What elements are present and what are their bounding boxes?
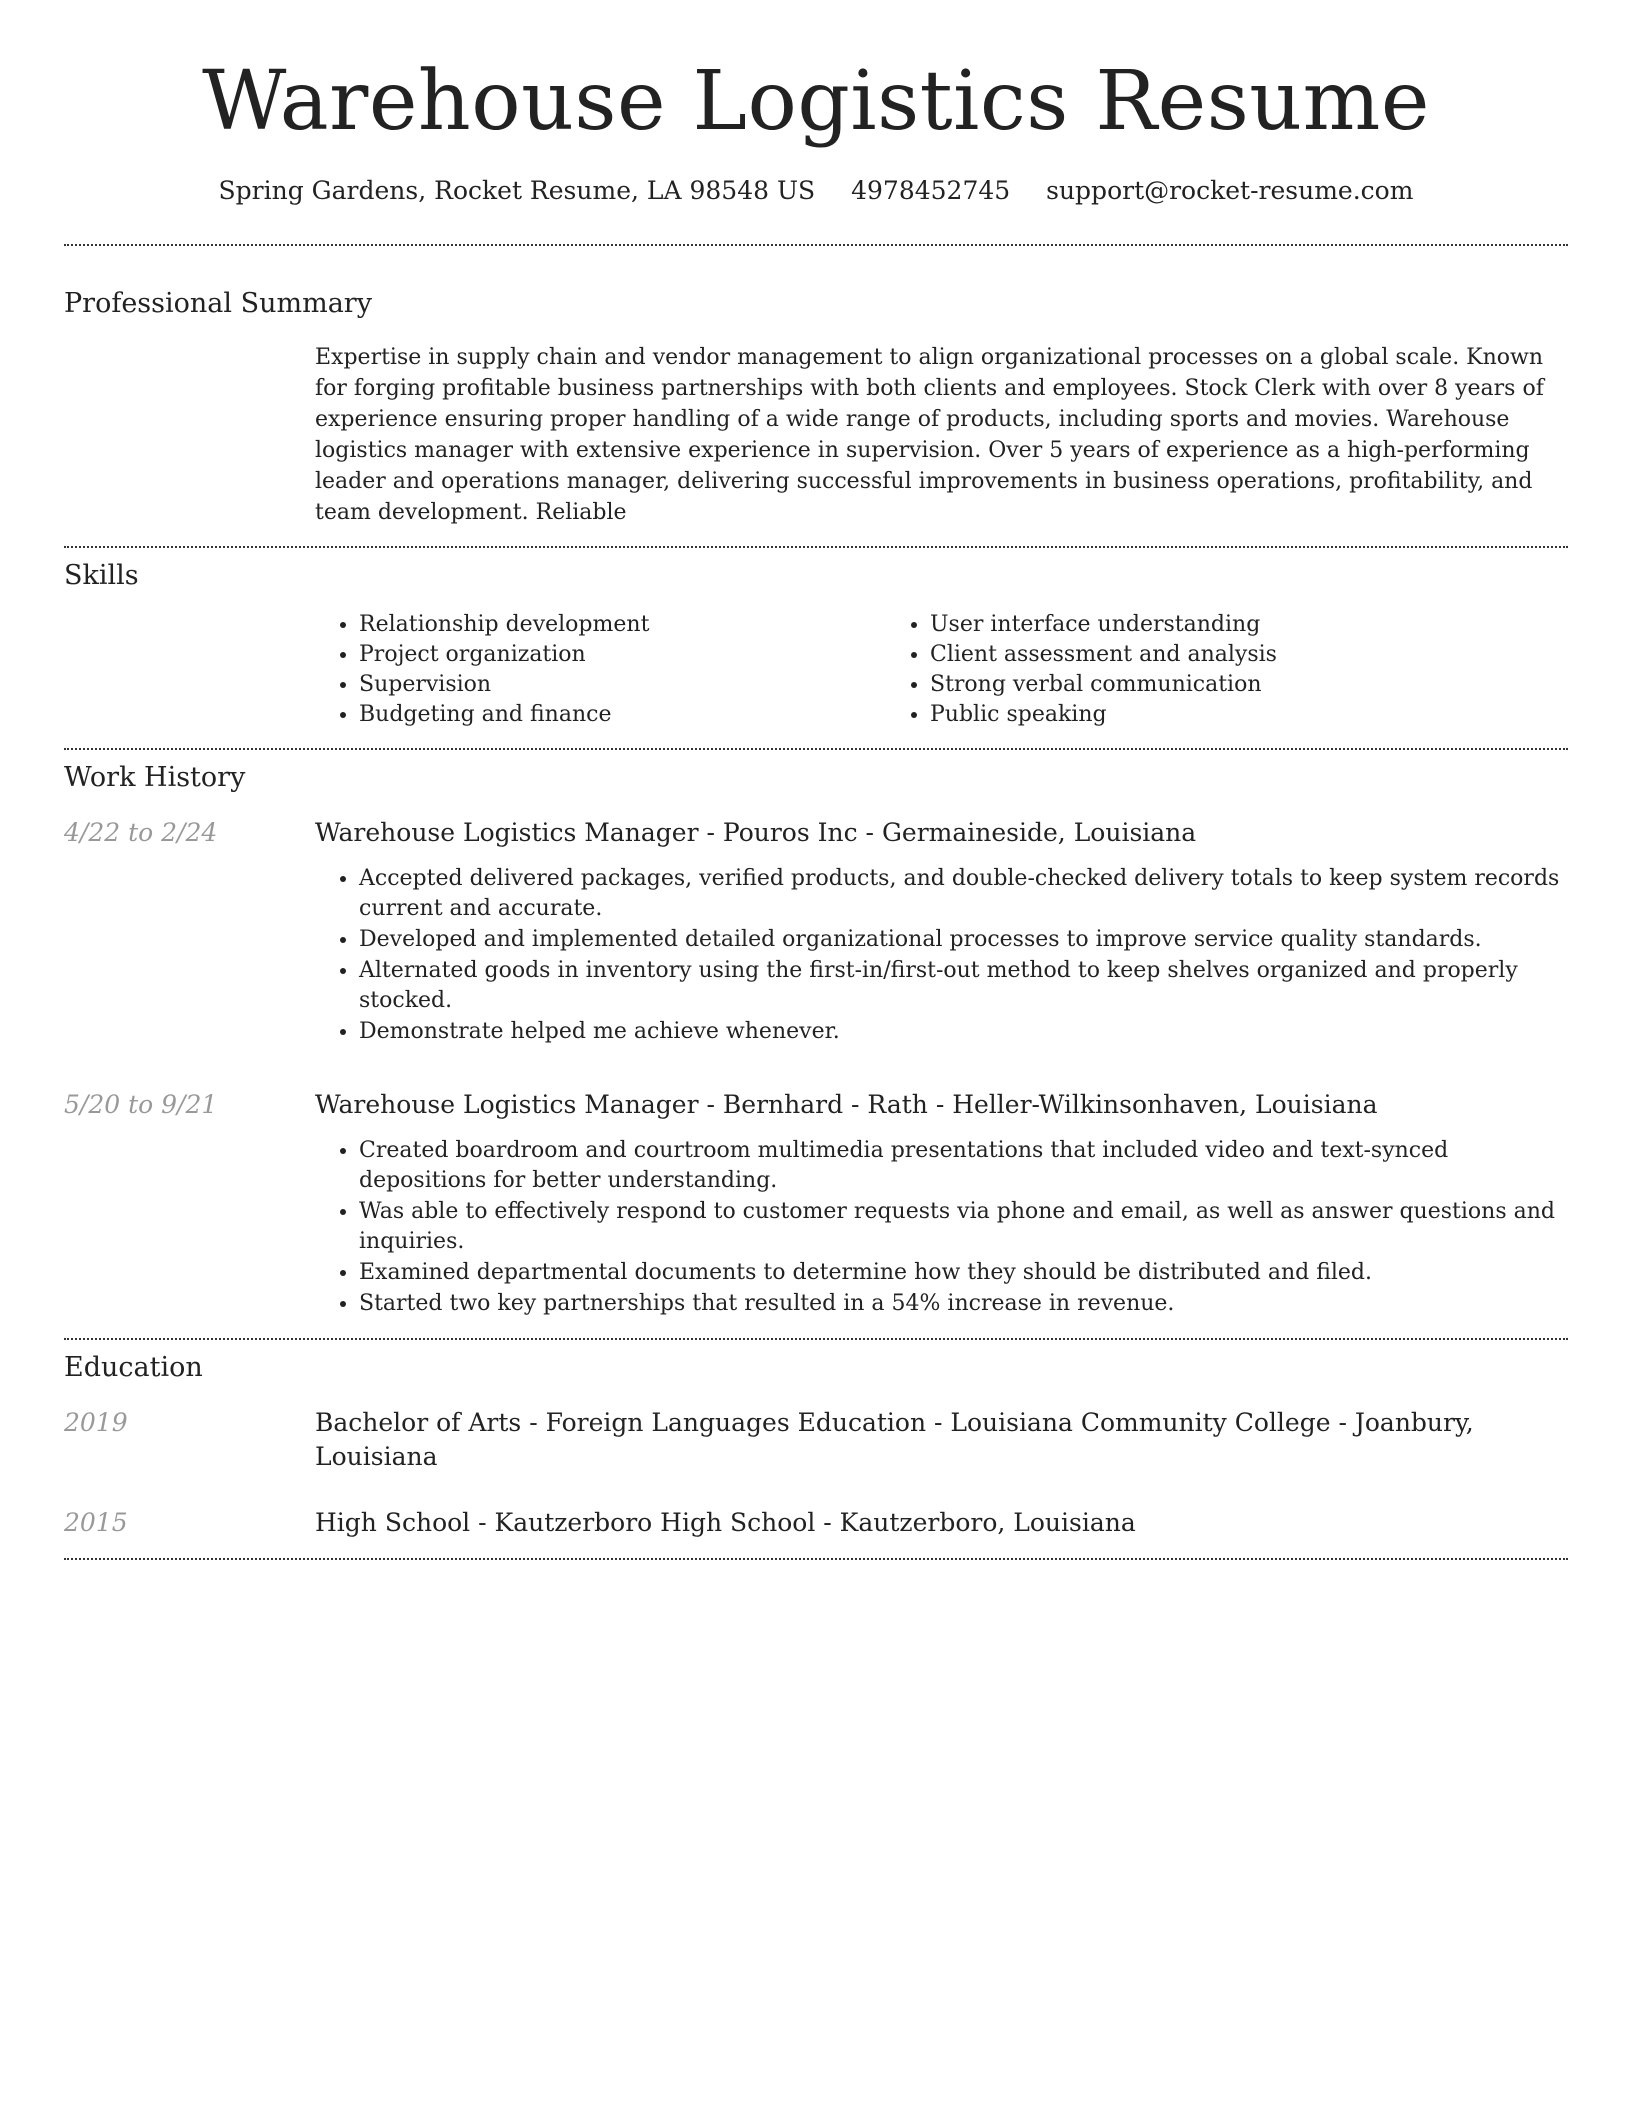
education-section — [64, 1350, 1568, 1540]
job-heading: Warehouse Logistics Manager - Bernhard - Rath - Heller-Wilkinsonhaven, Louisiana — [315, 1090, 1378, 1119]
job-bullets — [315, 1136, 1568, 1319]
skills-heading: Skills — [64, 560, 139, 591]
education-entry — [64, 1406, 1568, 1474]
job-bullet: • Examined departmental documents to determine how they should be distributed and filed. — [359, 1258, 1568, 1288]
work-history-section — [64, 760, 1568, 1320]
job-entry — [64, 1088, 1568, 1320]
education-year: 2019 — [64, 1408, 128, 1437]
job-heading: Warehouse Logistics Manager - Pouros Inc - Germaineside, Louisiana — [315, 818, 1197, 847]
job-bullet: • Alternated goods in inventory using the first-in/first-out method to keep shelves organized and properly stocked. — [359, 956, 1568, 1016]
summary-section — [64, 286, 1568, 528]
job-dates: 4/22 to 2/24 — [64, 818, 218, 847]
skills-list-right — [886, 610, 1457, 730]
job-bullet: • Was able to effectively respond to customer requests via phone and email, as well as answer questions and inquiries. — [359, 1197, 1568, 1257]
education-entry — [64, 1506, 1568, 1540]
education-year: 2015 — [64, 1508, 128, 1537]
skill-item: • Relationship development — [359, 610, 886, 640]
job-bullets — [315, 864, 1568, 1047]
job-bullet: • Demonstrate helped me achieve whenever. — [359, 1017, 1568, 1047]
skill-item: • Project organization — [359, 640, 886, 670]
job-dates: 5/20 to 9/21 — [64, 1090, 218, 1119]
skills-columns — [315, 610, 1568, 730]
skill-item: • Client assessment and analysis — [930, 640, 1457, 670]
section-divider — [64, 244, 1568, 246]
job-details — [315, 1088, 1568, 1320]
work-history-heading: Work History — [64, 762, 246, 793]
contact-line — [64, 174, 1568, 208]
section-divider — [64, 546, 1568, 548]
skill-item: • Budgeting and finance — [359, 700, 886, 730]
skill-item: • Public speaking — [930, 700, 1457, 730]
education-heading-text: High School - Kautzerboro High School - Kautzerboro, Louisiana — [315, 1508, 1136, 1537]
resume-title: Warehouse Logistics Resume — [202, 54, 1430, 149]
education-details — [315, 1506, 1568, 1540]
job-bullet: • Developed and implemented detailed organizational processes to improve service quality standards. — [359, 925, 1568, 955]
education-details — [315, 1406, 1568, 1474]
skill-item: • User interface understanding — [930, 610, 1457, 640]
section-divider — [64, 1338, 1568, 1340]
section-divider — [64, 748, 1568, 750]
job-bullet: • Started two key partnerships that resulted in a 54% increase in revenue. — [359, 1289, 1568, 1319]
skills-section — [64, 558, 1568, 730]
section-divider — [64, 1558, 1568, 1560]
skill-item: • Strong verbal communication — [930, 670, 1457, 700]
skills-list-left — [315, 610, 886, 730]
job-bullet: • Created boardroom and courtroom multimedia presentations that included video and text-synced depositions for better understanding. — [359, 1136, 1568, 1196]
job-bullet: • Accepted delivered packages, verified products, and double-checked delivery totals to keep system records current and accurate. — [359, 864, 1568, 924]
contact-email: support@rocket-resume.com — [1046, 176, 1414, 205]
education-heading: Education — [64, 1352, 203, 1383]
skill-item: • Supervision — [359, 670, 886, 700]
job-entry — [64, 816, 1568, 1048]
education-heading-text: Bachelor of Arts - Foreign Languages Education - Louisiana Community College - Joanbury, Louisiana — [315, 1408, 1474, 1471]
job-details — [315, 816, 1568, 1048]
summary-text: Expertise in supply chain and vendor management to align organizational processes on a global scale. Known for forging profitable business partnerships with both clients and employees. Stock Clerk with over 8 years of experience ensuring proper handling of a wide range of products, including sports and movies. Warehouse logistics manager with extensive experience in supervision. Over 5 years of experience as a high-performing leader and operations manager, delivering successful improvements in business operations, profitability, and team development. Reliable — [315, 345, 1544, 525]
contact-address: Spring Gardens, Rocket Resume, LA 98548 US — [218, 176, 816, 205]
summary-heading: Professional Summary — [64, 288, 372, 319]
contact-phone: 4978452745 — [851, 176, 1011, 205]
